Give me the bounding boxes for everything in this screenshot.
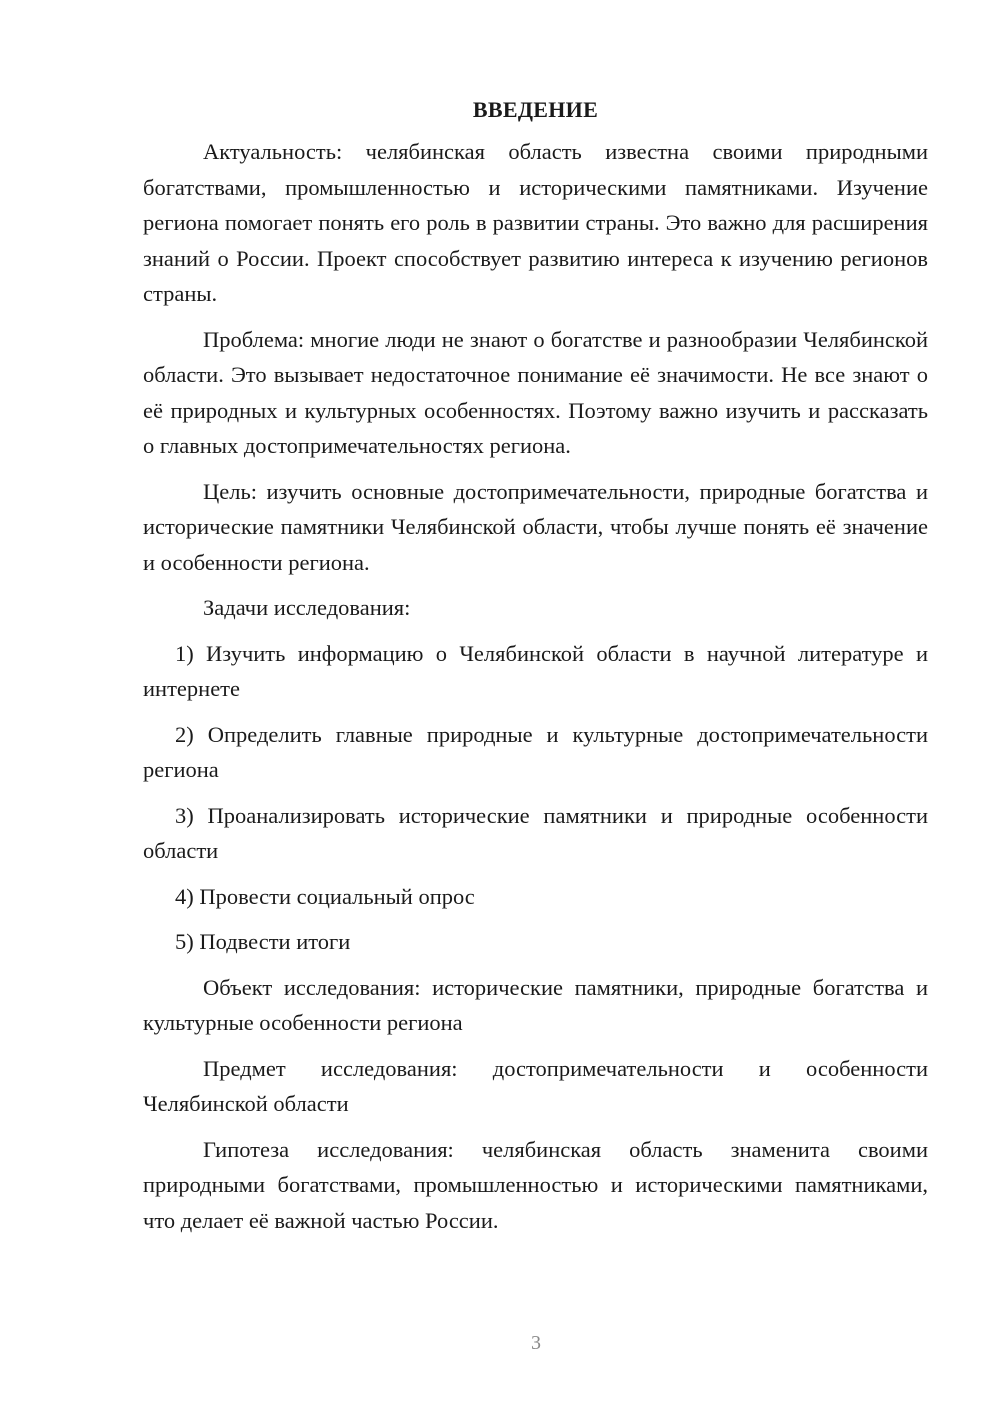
relevance-paragraph: Актуальность: челябинская область известна своими природными богатствами, промышленностью и историческими памятниками. Изучение региона помогает понять его роль в развитии страны. Это важно для расширения знаний о России. Проект способствует развитию интереса к изучению регионов страны. bbox=[143, 139, 928, 306]
goal-paragraph: Цель: изучить основные достопримечательности, природные богатства и исторические памятники Челябинской области, чтобы лучше понять её значение и особенности региона. bbox=[143, 478, 928, 575]
list-item: 2) Определить главные природные и культурные достопримечательности региона bbox=[143, 721, 928, 782]
hypothesis-paragraph: Гипотеза исследования: челябинская область знаменита своими природными богатствами, промышленностью и историческими памятниками, что делает её важной частью России. bbox=[143, 1136, 928, 1233]
list-item: 3) Проанализировать исторические памятники и природные особенности области bbox=[143, 802, 928, 863]
problem-paragraph: Проблема: многие люди не знают о богатстве и разнообразии Челябинской области. Это вызывает недостаточное понимание её значимости. Не все знают о её природных и культурных особенностях. Поэтому важно изучить и рассказать о главных достопримечательностях региона. bbox=[143, 326, 928, 458]
tasks-list bbox=[143, 636, 928, 960]
page-number: 3 bbox=[531, 1332, 541, 1354]
object-paragraph: Объект исследования: исторические памятники, природные богатства и культурные особенности региона bbox=[143, 974, 928, 1035]
list-item: 5) Подвести итоги bbox=[175, 929, 351, 954]
list-item: 1) Изучить информацию о Челябинской области в научной литературе и интернете bbox=[143, 640, 928, 701]
tasks-title: Задачи исследования: bbox=[203, 595, 411, 620]
subject-paragraph: Предмет исследования: достопримечательности и особенности Челябинской области bbox=[143, 1055, 928, 1116]
page-content bbox=[143, 92, 928, 1248]
list-item: 4) Провести социальный опрос bbox=[175, 883, 475, 909]
page-heading: ВВЕДЕНИЕ bbox=[472, 97, 599, 122]
